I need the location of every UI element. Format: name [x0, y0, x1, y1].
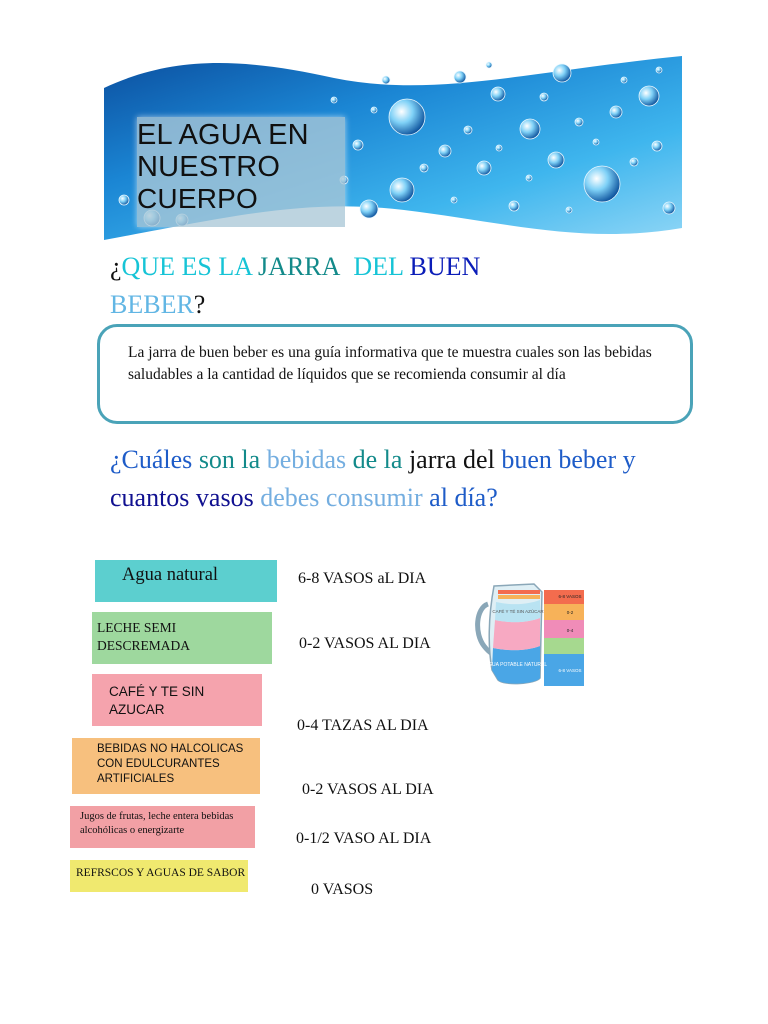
drink-label: LECHE SEMI DESCREMADA [97, 620, 191, 653]
q2-word-10: al [429, 483, 448, 512]
q2-word-2: son la [198, 445, 261, 474]
drink-amount: 0 VASOS [311, 881, 374, 898]
jar-level-1: 6-8 VASOS [558, 594, 582, 599]
drink-label: Jugos de frutas, leche entera bebidas alcohólicas o energizarte [80, 811, 234, 836]
q1-open: ¿ [110, 252, 122, 281]
drink-label: Agua natural [122, 565, 219, 585]
drink-tag-juices [70, 806, 255, 848]
drink-amount: 0-2 VASOS AL DIA [302, 781, 434, 798]
drink-label: REFRSCOS Y AGUAS DE SABOR [76, 867, 246, 879]
q2-word-11: día? [454, 483, 498, 512]
jar-illustration [474, 578, 588, 688]
drink-tag-soda [70, 860, 248, 892]
page-title [137, 119, 367, 215]
jar-label-bottom: AGUA POTABLE NATURAL [484, 662, 548, 668]
drink-tag-water [95, 560, 277, 602]
drink-amount: 0-4 TAZAS AL DIA [297, 717, 429, 734]
q1-word-4: BUEN [409, 252, 481, 281]
definition-text: La jarra de buen beber es una guía informativa que te muestra cuales son las bebidas saludables a la cantidad de líquidos que se recomienda consumir al día [128, 344, 652, 383]
jar-label-top: CAFÉ Y TÉ SIN AZÚCAR [492, 609, 544, 614]
question-what-is-jar [110, 248, 630, 324]
drink-label: CAFÉ Y TE SIN AZUCAR [109, 684, 205, 717]
title-line-3: CUERPO [137, 183, 258, 214]
jar-level-2: 0-2 [566, 610, 574, 615]
drink-tag-non-caloric [72, 738, 260, 794]
q2-word-9: debes consumir [260, 483, 423, 512]
jar-level-4: 6-8 VASOS [558, 668, 582, 673]
q2-word-4: de la [352, 445, 403, 474]
q1-word-2: JARRA [258, 252, 341, 281]
q2-word-3: bebidas [266, 445, 347, 474]
drink-label: BEBIDAS NO HALCOLICAS CON EDULCURANTES ARTIFICIALES [97, 743, 244, 785]
drink-amount: 0-1/2 VASO AL DIA [296, 830, 432, 847]
q2-word-6: buen [501, 445, 552, 474]
drink-tag-milk [92, 612, 272, 664]
title-line-2: NUESTRO [137, 151, 281, 183]
jar-level-3: 0-4 [566, 628, 574, 633]
q1-word-1: QUE ES LA [121, 252, 252, 281]
drink-amount: 6-8 VASOS aL DIA [298, 570, 427, 587]
drink-amount: 0-2 VASOS AL DIA [299, 635, 431, 652]
q2-word-5: jarra del [408, 445, 495, 474]
q1-close: ? [193, 290, 206, 319]
q1-word-3: DEL [353, 252, 403, 281]
title-line-1: EL AGUA EN [137, 119, 309, 151]
drink-tag-coffee-tea [92, 674, 262, 726]
q1-word-5: BEBER [110, 290, 194, 319]
q2-word-8: cuantos vasos [110, 483, 254, 512]
q2-word-1: ¿Cuáles [110, 445, 193, 474]
q2-word-7: beber y [558, 445, 636, 474]
question-which-drinks [110, 441, 670, 517]
